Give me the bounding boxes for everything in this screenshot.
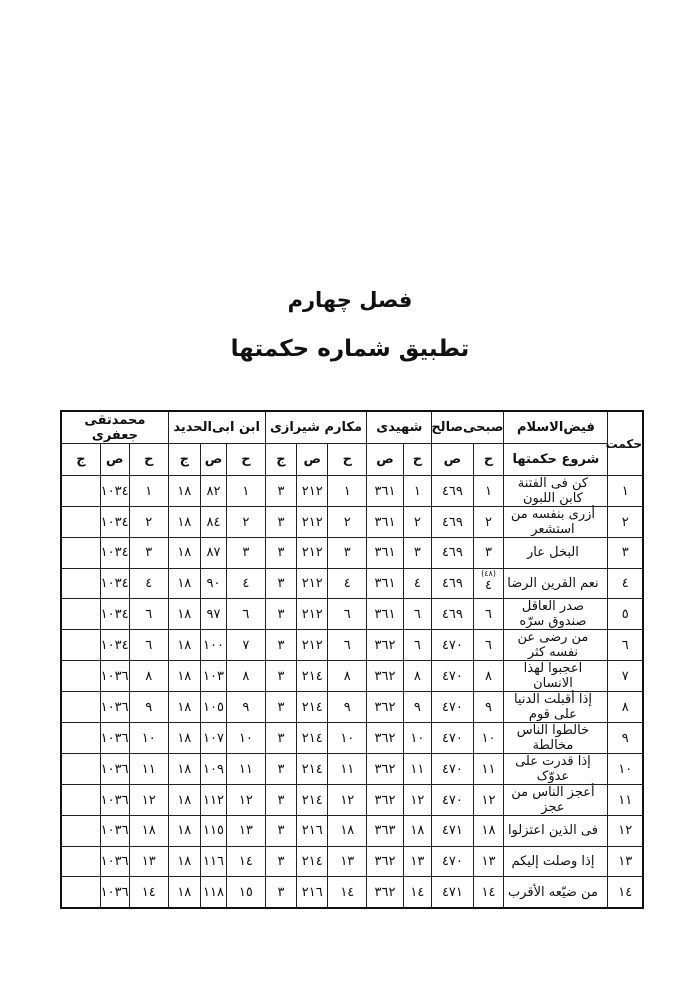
cell-jafari-j [61, 568, 100, 599]
cell-hikmat: ١٤ [608, 877, 643, 908]
cell-ibn-s: ١٠٧ [200, 723, 227, 754]
cell-makarem-j: ٣ [265, 754, 297, 785]
cell-jafari-s: ١٠٣٤ [100, 476, 129, 507]
cell-shahidi-h: ١٣ [403, 846, 432, 877]
table-row [61, 630, 643, 661]
cell-makarem-h: ٨ [328, 661, 367, 692]
cell-makarem-s: ٢١٢ [297, 476, 328, 507]
cell-ibn-s: ١٠٥ [200, 692, 227, 723]
cell-ibn-j: ١٨ [168, 846, 200, 877]
cell-jafari-h: ٦ [129, 630, 168, 661]
cell-ibn-h: ٣ [227, 538, 265, 569]
cell-shahidi-h: ١٨ [403, 816, 432, 847]
cell-ibn-h: ٦ [227, 599, 265, 630]
cell-makarem-h: ٤ [328, 568, 367, 599]
sub-header-subhi-s: ص [432, 444, 473, 476]
cell-jafari-j [61, 507, 100, 538]
sub-header-ibn-s: ص [200, 444, 227, 476]
cell-subhi-s: ٤٧٠ [432, 846, 473, 877]
cell-jafari-j [61, 877, 100, 908]
cell-title: خالطوا الناس مخالطة [504, 723, 608, 754]
cell-title: من رضی عن نفسه کثر [504, 630, 608, 661]
cell-hikmat: ١ [608, 476, 643, 507]
cell-jafari-j [61, 785, 100, 816]
cell-subhi-h: ١٠ [473, 723, 504, 754]
cell-makarem-h: ٦ [328, 599, 367, 630]
cell-ibn-j: ١٨ [168, 538, 200, 569]
cell-ibn-j: ١٨ [168, 754, 200, 785]
cell-makarem-s: ٢١٤ [297, 785, 328, 816]
cell-hikmat: ٤ [608, 568, 643, 599]
cell-ibn-j: ١٨ [168, 476, 200, 507]
cell-shahidi-h: ١٢ [403, 785, 432, 816]
cell-ibn-j: ١٨ [168, 507, 200, 538]
sub-header-shahidi-h: ح [403, 444, 432, 476]
table-row [61, 507, 643, 538]
cell-makarem-j: ٣ [265, 723, 297, 754]
cell-ibn-j: ١٨ [168, 661, 200, 692]
table-row [61, 692, 643, 723]
table-body [61, 476, 643, 908]
cell-subhi-s: ٤٦٩ [432, 568, 473, 599]
cell-value: ٤ [485, 577, 492, 593]
cell-ibn-j: ١٨ [168, 816, 200, 847]
cell-subhi-s: ٤٧٠ [432, 692, 473, 723]
cell-subhi-h: ١٨ [473, 816, 504, 847]
cell-makarem-h: ٢ [328, 507, 367, 538]
cell-subhi-s: ٤٧٠ [432, 630, 473, 661]
cell-shahidi-s: ٣٦٢ [367, 661, 403, 692]
cell-ibn-j: ١٨ [168, 599, 200, 630]
table-row [61, 538, 643, 569]
cell-makarem-j: ٣ [265, 785, 297, 816]
cell-title: فی الذین اعتزلوا [504, 816, 608, 847]
cell-shahidi-s: ٣٦٢ [367, 846, 403, 877]
cell-shahidi-s: ٣٦٢ [367, 723, 403, 754]
cell-ibn-h: ١١ [227, 754, 265, 785]
cell-makarem-s: ٢١٤ [297, 723, 328, 754]
cell-shahidi-h: ٩ [403, 692, 432, 723]
cell-jafari-s: ١٠٣٦ [100, 723, 129, 754]
cell-makarem-h: ٣ [328, 538, 367, 569]
cell-title: أزری بنفسه من استشعر [504, 507, 608, 538]
cell-title: من ضیّعه الأقرب [504, 877, 608, 908]
cell-subhi-h: ٦ [473, 630, 504, 661]
cell-ibn-j: ١٨ [168, 630, 200, 661]
sub-header-jafari-s: ص [100, 444, 129, 476]
cell-hikmat: ٣ [608, 538, 643, 569]
cell-ibn-h: ١٣ [227, 816, 265, 847]
cell-jafari-s: ١٠٣٦ [100, 816, 129, 847]
cell-ibn-s: ١١٦ [200, 846, 227, 877]
cell-shahidi-s: ٣٦٣ [367, 816, 403, 847]
cell-jafari-h: ١٢ [129, 785, 168, 816]
sub-header-makarem-s: ص [297, 444, 328, 476]
cell-ibn-s: ١١٨ [200, 877, 227, 908]
cell-makarem-h: ١٠ [328, 723, 367, 754]
cell-subhi-h: ٨ [473, 661, 504, 692]
cell-hikmat: ٨ [608, 692, 643, 723]
section-title: تطبیق شماره حکمتها [230, 336, 470, 362]
cell-makarem-j: ٣ [265, 846, 297, 877]
cell-shahidi-h: ١ [403, 476, 432, 507]
cell-jafari-j [61, 661, 100, 692]
group-header-ibn-abi-al-hadid: ابن ابی‌الحدید [168, 411, 265, 444]
cell-jafari-h: ١ [129, 476, 168, 507]
cell-shahidi-s: ٣٦١ [367, 476, 403, 507]
cell-ibn-h: ٨ [227, 661, 265, 692]
cell-hikmat: ١٠ [608, 754, 643, 785]
cell-makarem-j: ٣ [265, 507, 297, 538]
cell-makarem-h: ١٣ [328, 846, 367, 877]
cell-subhi-s: ٤٧٠ [432, 754, 473, 785]
cell-ibn-s: ١٠٠ [200, 630, 227, 661]
cell-hikmat: ١٣ [608, 846, 643, 877]
cell-makarem-j: ٣ [265, 630, 297, 661]
cell-ibn-h: ٧ [227, 630, 265, 661]
page-heading [0, 286, 700, 364]
cell-shahidi-h: ١٠ [403, 723, 432, 754]
cell-ibn-s: ٨٢ [200, 476, 227, 507]
cell-ibn-s: ١٠٣ [200, 661, 227, 692]
cell-jafari-s: ١٠٣٦ [100, 754, 129, 785]
cell-ibn-h: ٢ [227, 507, 265, 538]
cell-subhi-s: ٤٧٠ [432, 723, 473, 754]
cell-hikmat: ١٢ [608, 816, 643, 847]
cell-subhi-h: ١ [473, 476, 504, 507]
cell-jafari-s: ١٠٣٤ [100, 630, 129, 661]
sub-header-makarem-j: ج [265, 444, 297, 476]
cell-jafari-s: ١٠٣٤ [100, 599, 129, 630]
cell-ibn-h: ٤ [227, 568, 265, 599]
table-row [61, 754, 643, 785]
cell-makarem-s: ٢١٤ [297, 661, 328, 692]
sub-header-feyz-start: شروع حکمتها [504, 444, 608, 476]
cell-makarem-s: ٢١٤ [297, 754, 328, 785]
table-row [61, 816, 643, 847]
cell-makarem-h: ٩ [328, 692, 367, 723]
cell-title: صدر العاقل صندوق سرّه [504, 599, 608, 630]
cell-jafari-j [61, 538, 100, 569]
cell-title: نعم القرین الرضا [504, 568, 608, 599]
cell-jafari-s: ١٠٣٦ [100, 846, 129, 877]
cell-jafari-j [61, 692, 100, 723]
cell-makarem-j: ٣ [265, 816, 297, 847]
footnote-marker: (٤٨) [481, 568, 496, 578]
cell-shahidi-s: ٣٦٢ [367, 877, 403, 908]
sub-header-makarem-h: ح [328, 444, 367, 476]
cell-makarem-j: ٣ [265, 538, 297, 569]
cell-jafari-s: ١٠٣٦ [100, 785, 129, 816]
cell-makarem-s: ٢١٢ [297, 507, 328, 538]
cell-jafari-j [61, 476, 100, 507]
group-header-makarem: مکارم شیرازی [265, 411, 367, 444]
cell-subhi-h: ١٤ [473, 877, 504, 908]
cell-ibn-h: ١ [227, 476, 265, 507]
cell-ibn-s: ٨٧ [200, 538, 227, 569]
cell-ibn-s: ٨٤ [200, 507, 227, 538]
cell-hikmat: ٧ [608, 661, 643, 692]
cell-makarem-j: ٣ [265, 692, 297, 723]
cell-hikmat: ١١ [608, 785, 643, 816]
cell-jafari-h: ١٠ [129, 723, 168, 754]
cell-title: کن فی الفتنة کابن اللبون [504, 476, 608, 507]
sub-header-ibn-j: ج [168, 444, 200, 476]
cell-subhi-h [473, 568, 504, 599]
cell-subhi-s: ٤٦٩ [432, 507, 473, 538]
cell-hikmat: ٩ [608, 723, 643, 754]
cell-jafari-j [61, 723, 100, 754]
cell-jafari-h: ٤ [129, 568, 168, 599]
cell-shahidi-s: ٣٦٢ [367, 785, 403, 816]
cell-makarem-h: ١ [328, 476, 367, 507]
cell-subhi-h: ١٣ [473, 846, 504, 877]
cell-subhi-s: ٤٦٩ [432, 599, 473, 630]
cell-makarem-h: ١٨ [328, 816, 367, 847]
cell-jafari-h: ١١ [129, 754, 168, 785]
cell-jafari-j [61, 816, 100, 847]
table-row [61, 846, 643, 877]
cell-jafari-s: ١٠٣٤ [100, 507, 129, 538]
cell-ibn-j: ١٨ [168, 568, 200, 599]
cell-subhi-s: ٤٧١ [432, 877, 473, 908]
group-header-shahidi: شهیدی [367, 411, 432, 444]
cell-subhi-h: ٣ [473, 538, 504, 569]
cell-title: اعجبوا لهذا الانسان [504, 661, 608, 692]
cell-ibn-s: ١١٢ [200, 785, 227, 816]
cell-makarem-h: ١١ [328, 754, 367, 785]
cell-ibn-h: ١٢ [227, 785, 265, 816]
group-header-feyz: فیض‌الاسلام [504, 411, 608, 444]
cell-jafari-h: ٩ [129, 692, 168, 723]
cell-makarem-s: ٢١٤ [297, 692, 328, 723]
cell-jafari-s: ١٠٣٦ [100, 877, 129, 908]
group-header-jafari: محمدتقی جعفری [61, 411, 168, 444]
cell-subhi-h: ٢ [473, 507, 504, 538]
cell-makarem-s: ٢١٦ [297, 816, 328, 847]
cell-title: إذا أقبلت الدنیا علی قوم [504, 692, 608, 723]
group-header-subhi: صبحی‌صالح [432, 411, 504, 444]
cell-jafari-h: ١٤ [129, 877, 168, 908]
cell-shahidi-s: ٣٦١ [367, 538, 403, 569]
cell-shahidi-h: ٢ [403, 507, 432, 538]
sub-header-row [61, 444, 643, 476]
cell-subhi-s: ٤٦٩ [432, 538, 473, 569]
cell-makarem-s: ٢١٢ [297, 630, 328, 661]
cell-ibn-j: ١٨ [168, 692, 200, 723]
cell-subhi-h: ١١ [473, 754, 504, 785]
cell-jafari-h: ٢ [129, 507, 168, 538]
hikmat-header: حکمت [608, 411, 643, 476]
cell-subhi-s: ٤٧٠ [432, 661, 473, 692]
cell-shahidi-h: ٣ [403, 538, 432, 569]
cell-makarem-s: ٢١٢ [297, 599, 328, 630]
cell-jafari-h: ١٨ [129, 816, 168, 847]
cell-ibn-j: ١٨ [168, 877, 200, 908]
cell-shahidi-s: ٣٦١ [367, 599, 403, 630]
cell-shahidi-s: ٣٦٢ [367, 630, 403, 661]
table-row [61, 599, 643, 630]
cell-makarem-j: ٣ [265, 568, 297, 599]
table-row [61, 476, 643, 507]
sub-header-shahidi-s: ص [367, 444, 403, 476]
cell-ibn-s: ٩٧ [200, 599, 227, 630]
cell-shahidi-h: ٦ [403, 630, 432, 661]
cell-makarem-j: ٣ [265, 877, 297, 908]
cell-jafari-j [61, 630, 100, 661]
sub-header-ibn-h: ح [227, 444, 265, 476]
sub-header-jafari-h: ح [129, 444, 168, 476]
cell-jafari-s: ١٠٣٤ [100, 538, 129, 569]
cell-jafari-h: ٣ [129, 538, 168, 569]
cell-ibn-h: ١٠ [227, 723, 265, 754]
cell-shahidi-h: ١١ [403, 754, 432, 785]
table-row [61, 661, 643, 692]
cell-ibn-s: ٩٠ [200, 568, 227, 599]
cell-subhi-h: ٦ [473, 599, 504, 630]
cell-ibn-j: ١٨ [168, 723, 200, 754]
hikmat-concordance-table [60, 410, 644, 909]
cell-title: إذا وصلت إلیکم [504, 846, 608, 877]
cell-shahidi-h: ١٤ [403, 877, 432, 908]
cell-jafari-j [61, 846, 100, 877]
cell-jafari-j [61, 754, 100, 785]
cell-shahidi-h: ٨ [403, 661, 432, 692]
cell-makarem-s: ٢١٢ [297, 568, 328, 599]
cell-jafari-h: ١٣ [129, 846, 168, 877]
chapter-title: فصل چهارم [287, 288, 413, 312]
cell-ibn-s: ١١٥ [200, 816, 227, 847]
cell-subhi-h: ١٢ [473, 785, 504, 816]
cell-makarem-j: ٣ [265, 599, 297, 630]
table-row [61, 568, 643, 599]
cell-ibn-j: ١٨ [168, 785, 200, 816]
cell-jafari-h: ٦ [129, 599, 168, 630]
cell-makarem-h: ١٢ [328, 785, 367, 816]
cell-shahidi-s: ٣٦٢ [367, 754, 403, 785]
cell-jafari-s: ١٠٣٦ [100, 661, 129, 692]
cell-jafari-h: ٨ [129, 661, 168, 692]
cell-title: البخل عار [504, 538, 608, 569]
cell-shahidi-h: ٦ [403, 599, 432, 630]
table-row [61, 723, 643, 754]
cell-jafari-s: ١٠٣٦ [100, 692, 129, 723]
cell-subhi-s: ٤٧٠ [432, 785, 473, 816]
cell-hikmat: ٢ [608, 507, 643, 538]
cell-jafari-s: ١٠٣٤ [100, 568, 129, 599]
cell-makarem-s: ٢١٤ [297, 846, 328, 877]
cell-makarem-h: ١٤ [328, 877, 367, 908]
group-header-row [61, 411, 643, 444]
cell-makarem-j: ٣ [265, 476, 297, 507]
cell-hikmat: ٦ [608, 630, 643, 661]
cell-title: إذا قدرت علی عدوّک [504, 754, 608, 785]
cell-shahidi-h: ٤ [403, 568, 432, 599]
cell-ibn-h: ١٥ [227, 877, 265, 908]
cell-makarem-j: ٣ [265, 661, 297, 692]
cell-makarem-s: ٢١٢ [297, 538, 328, 569]
cell-shahidi-s: ٣٦١ [367, 507, 403, 538]
cell-ibn-h: ٩ [227, 692, 265, 723]
table-row [61, 877, 643, 908]
sub-header-subhi-h: ح [473, 444, 504, 476]
cell-subhi-h: ٩ [473, 692, 504, 723]
cell-hikmat: ٥ [608, 599, 643, 630]
sub-header-jafari-j: ج [61, 444, 100, 476]
cell-jafari-j [61, 599, 100, 630]
cell-subhi-s: ٤٦٩ [432, 476, 473, 507]
table-row [61, 785, 643, 816]
cell-subhi-s: ٤٧١ [432, 816, 473, 847]
cell-ibn-h: ١٤ [227, 846, 265, 877]
cell-shahidi-s: ٣٦١ [367, 568, 403, 599]
cell-makarem-s: ٢١٦ [297, 877, 328, 908]
cell-ibn-s: ١٠٩ [200, 754, 227, 785]
cell-shahidi-s: ٣٦٢ [367, 692, 403, 723]
cell-makarem-h: ٦ [328, 630, 367, 661]
cell-title: أعجز الناس من عجز [504, 785, 608, 816]
